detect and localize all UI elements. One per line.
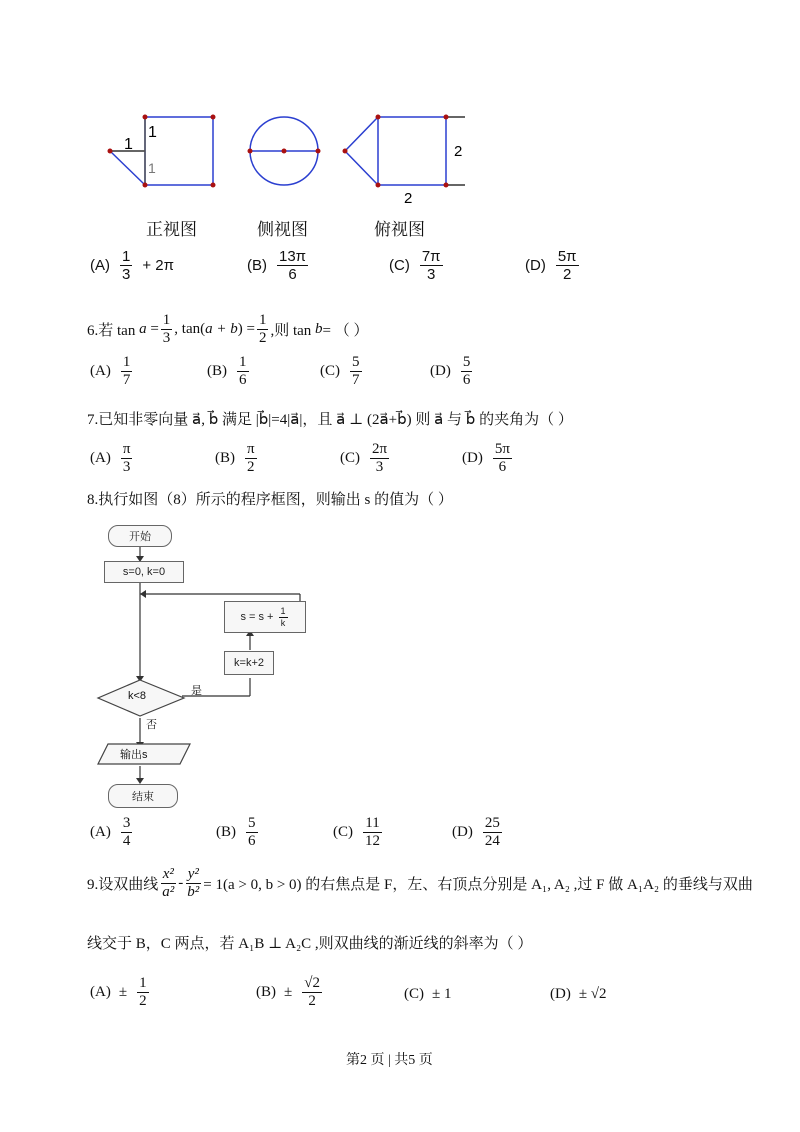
fraction: $\frac{5}{6}$	[248, 815, 256, 850]
flow-end: 结束	[108, 784, 178, 808]
fraction: $\frac{3}{4}$	[122, 815, 131, 850]
q7-option-c[interactable]	[340, 441, 391, 477]
q5-option-b[interactable]	[247, 248, 310, 284]
option-letter: (D)	[430, 363, 451, 380]
q9-option-d[interactable]: (D) ± √2	[550, 986, 607, 1002]
option-letter: (A)	[90, 984, 111, 1001]
option-letter: (A)	[90, 824, 111, 841]
q8-option-a[interactable]	[90, 815, 134, 851]
option-suffix: + 2π	[142, 257, 174, 275]
q6-stem: 6.若 tan a = $\frac{1}{3}$ , tan( a + b ) = $\frac{1}{2}$ ,则 tan b = （ ）	[87, 312, 369, 347]
top-dim-bottom: 2	[404, 190, 413, 205]
q8-option-d[interactable]	[452, 815, 504, 851]
side-view	[248, 117, 321, 185]
q5-option-a[interactable]	[90, 248, 174, 284]
fraction: $\frac{5\pi}{2}$	[557, 248, 577, 284]
fraction: $\frac{2\pi}{3}$	[372, 441, 388, 476]
fraction: $\frac{1}{6}$	[239, 354, 247, 389]
fraction: $\frac{13\pi}{6}$	[279, 248, 307, 284]
page-footer: 第2 页 | 共5 页	[346, 1053, 433, 1068]
q5-option-c[interactable]	[389, 248, 445, 284]
option-letter: (A)	[90, 257, 110, 275]
option-letter: (D)	[462, 450, 483, 467]
q9-stem: 9.设双曲线 $\frac{\text{x²}}{\text{a²}}$ - $\frac{\text{y²}}{\text{b²}}$ = 1(a > 0, b > 0) 的右焦点是 F，左、右顶点分别是 A₁, A₂ ,过 F 做 A₁A₂ 的垂线与双曲	[87, 866, 753, 901]
q6-option-a[interactable]	[90, 354, 134, 390]
fraction: $\frac{11}{12}$	[365, 815, 380, 850]
top-view	[345, 117, 465, 185]
fraction: $\frac{5}{7}$	[352, 354, 360, 389]
fraction: $\frac{√2}{2}$	[304, 975, 320, 1010]
q9-option-c[interactable]: (C) ± 1	[404, 986, 452, 1002]
q8-stem: 8.执行如图（8）所示的程序框图，则输出 s 的值为（ ）	[87, 492, 453, 508]
option-letter: (C)	[389, 257, 410, 275]
front-dim-top: 1	[148, 124, 157, 141]
option-letter: (C)	[320, 363, 340, 380]
flow-update-k: k=k+2	[224, 651, 274, 675]
option-letter: (D)	[452, 824, 473, 841]
option-letter: (B)	[215, 450, 235, 467]
option-letter: (A)	[90, 450, 111, 467]
fraction: $\frac{1}{7}$	[122, 354, 131, 389]
q5-option-d[interactable]	[525, 248, 581, 284]
flow-init: s=0, k=0	[104, 561, 184, 583]
top-view-label: 俯视图	[374, 220, 425, 239]
top-dim-right: 2	[454, 143, 463, 160]
option-letter: (B)	[216, 824, 236, 841]
q7-option-d[interactable]	[462, 441, 514, 477]
flow-no-label: 否	[146, 719, 157, 731]
flow-condition: k<8	[128, 690, 147, 702]
fraction: $\frac{5\pi}{6}$	[494, 441, 510, 476]
fraction: $\frac{1}{2}$	[139, 975, 147, 1010]
fraction: $\frac{5}{6}$	[462, 354, 471, 389]
flow-update-s: s = s + $\frac{1}{k}$	[224, 601, 306, 633]
option-letter: (C)	[404, 986, 424, 1002]
q9-option-a[interactable]: (A) ± $\frac{1}{2}$	[90, 975, 147, 1010]
q8-option-b[interactable]	[216, 815, 260, 851]
option-letter: (C)	[333, 824, 353, 841]
q6-option-b[interactable]	[207, 354, 251, 390]
option-letter: (D)	[525, 257, 546, 275]
q6-option-d[interactable]	[430, 354, 474, 390]
option-letter: (D)	[550, 986, 571, 1002]
option-letter: (B)	[247, 257, 267, 275]
fraction: $\frac{7\pi}{3}$	[421, 248, 441, 284]
q8-option-c[interactable]	[333, 815, 384, 851]
flow-output: 输出s	[120, 749, 148, 761]
fraction: $\frac{\pi}{3}$	[122, 441, 131, 476]
q9-stem-line2: 线交于 B，C 两点，若 A₁B ⊥ A₂C ,则双曲线的渐近线的斜率为（ ）	[87, 936, 533, 952]
q7-option-a[interactable]	[90, 441, 134, 477]
q7-option-b[interactable]	[215, 441, 259, 477]
fraction: $\frac{1}{3}$	[122, 248, 131, 284]
option-letter: (A)	[90, 363, 111, 380]
side-view-label: 侧视图	[257, 220, 308, 239]
three-view-diagram	[100, 105, 480, 205]
option-letter: (B)	[256, 984, 276, 1001]
flow-yes-label: 是	[191, 685, 202, 697]
q6-option-c[interactable]	[320, 354, 364, 390]
flow-start: 开始	[108, 525, 172, 547]
front-view-label: 正视图	[146, 220, 197, 239]
front-dim-bottom: 1	[148, 160, 156, 176]
fraction: $\frac{25}{24}$	[484, 815, 500, 850]
q9-option-b[interactable]: (B) ± $\frac{√2}{2}$	[256, 975, 320, 1010]
option-letter: (B)	[207, 363, 227, 380]
fraction: $\frac{\pi}{2}$	[247, 441, 255, 476]
option-letter: (C)	[340, 450, 360, 467]
q7-stem: 7.已知非零向量 a⃗, b⃗ 满足 |b⃗|=4|a⃗|，且 a⃗ ⊥ (2a⃗+b⃗) 则 a⃗ 与 b⃗ 的夹角为（ ）	[87, 412, 573, 428]
front-dim-left: 1	[124, 136, 133, 153]
